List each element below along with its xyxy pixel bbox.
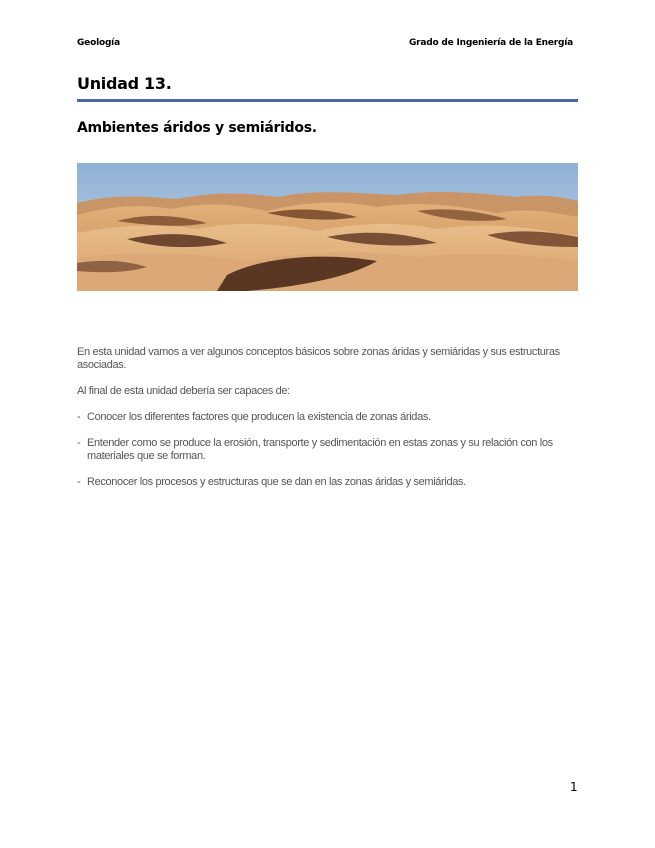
- unit-title: Unidad 13.: [77, 74, 172, 93]
- objective-item: [77, 411, 577, 424]
- unit-introduction: [77, 346, 577, 502]
- desert-dunes-photo: [77, 163, 578, 291]
- intro-paragraph: En esta unidad vamos a ver algunos conceptos básicos sobre zonas áridas y semiáridas y sus estructuras asociadas.: [77, 346, 560, 371]
- bullet-marker: -: [77, 411, 81, 423]
- objective-text: Conocer los diferentes factores que producen la existencia de zonas áridas.: [87, 411, 431, 423]
- objectives-lead: Al final de esta unidad debería ser capaces de:: [77, 385, 290, 397]
- section-subtitle: Ambientes áridos y semiáridos.: [77, 120, 317, 136]
- bullet-marker: -: [77, 476, 81, 488]
- objective-item: [77, 437, 577, 463]
- bullet-marker: -: [77, 437, 81, 449]
- header-degree-name: Grado de Ingeniería de la Energía: [408, 38, 573, 48]
- objective-text: Entender como se produce la erosión, transporte y sedimentación en estas zonas y su relación con los materiales que se forman.: [87, 437, 553, 462]
- objective-item: [77, 476, 577, 489]
- header-course-name: Geología: [77, 38, 120, 48]
- page-number: 1: [570, 780, 578, 794]
- objective-text: Reconocer los procesos y estructuras que se dan en las zonas áridas y semiáridas.: [87, 476, 466, 488]
- title-divider: [77, 99, 578, 102]
